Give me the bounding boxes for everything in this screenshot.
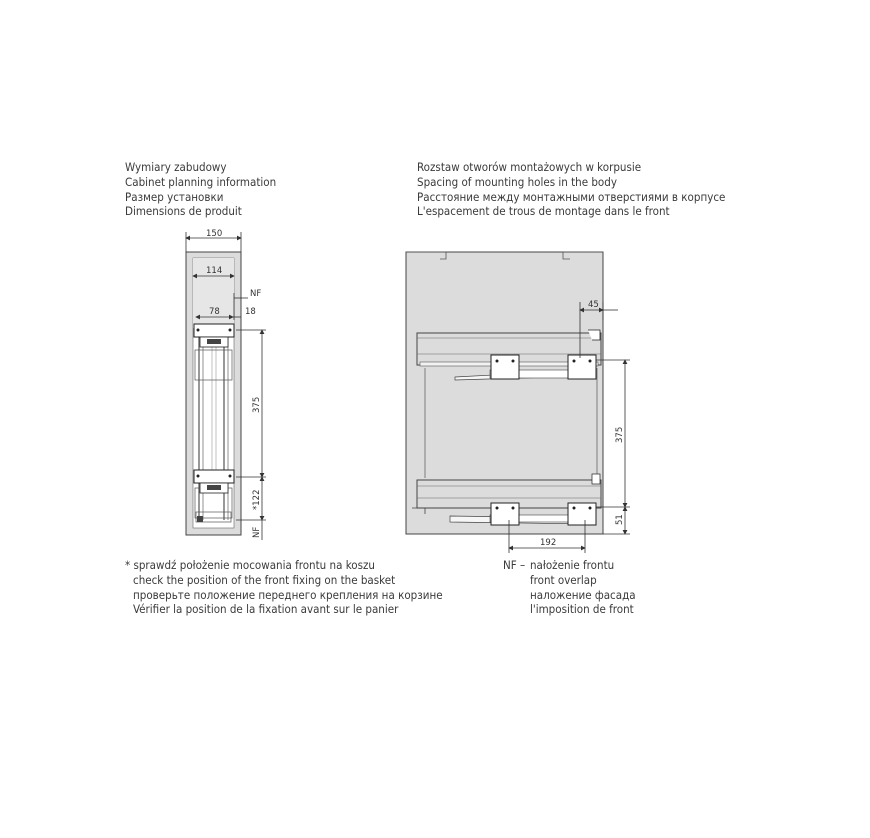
dim-18: 18 bbox=[245, 307, 256, 317]
side-view-drawing bbox=[406, 252, 630, 553]
upper-front-bracket bbox=[491, 355, 519, 379]
header-left-line: Dimensions de produit bbox=[125, 204, 242, 219]
dim-78: 78 bbox=[209, 307, 220, 317]
dim-45: 45 bbox=[588, 300, 599, 310]
dim-122: *122 bbox=[252, 489, 262, 510]
header-left-line: Cabinet planning information bbox=[125, 174, 277, 189]
dim-nf-top: NF bbox=[250, 289, 262, 299]
front-view-drawing bbox=[186, 229, 266, 540]
footnote-right-prefix: NF – bbox=[503, 558, 526, 572]
dim-51: 51 bbox=[615, 514, 625, 525]
dim-150: 150 bbox=[206, 229, 223, 239]
cabinet-side-outline bbox=[406, 252, 603, 534]
footnote-left-line: проверьте положение переднего крепления на корзине bbox=[133, 587, 443, 602]
footnote-left-line: * sprawdź położenie mocowania frontu na koszu bbox=[125, 558, 375, 572]
footnote-right-line: наложение фасада bbox=[530, 587, 636, 602]
header-right-line: L'espacement de trous de montage dans le front bbox=[417, 204, 670, 219]
header-right-line: Spacing of mounting holes in the body bbox=[417, 174, 617, 189]
header-left-line: Wymiary zabudowy bbox=[125, 160, 227, 174]
footnote-left-line: Vérifier la position de la fixation avant sur le panier bbox=[133, 602, 399, 617]
dim-nf-bottom: NF bbox=[252, 526, 262, 538]
dim-375-left: 375 bbox=[252, 396, 262, 413]
footnote-right-line: front overlap bbox=[530, 572, 597, 587]
lower-rear-bracket bbox=[568, 503, 596, 525]
dim-192: 192 bbox=[540, 538, 557, 548]
top-bracket bbox=[194, 324, 234, 337]
footnote-left-line: check the position of the front fixing on the basket bbox=[133, 572, 396, 587]
footnote-right-line: nałożenie frontu bbox=[530, 558, 615, 572]
bottom-bracket bbox=[194, 470, 234, 483]
lower-front-bracket bbox=[491, 503, 519, 525]
header-left-line: Размер установки bbox=[125, 189, 224, 204]
dim-375-right: 375 bbox=[615, 426, 625, 443]
upper-rear-bracket bbox=[568, 355, 596, 379]
footnote-right-line: l'imposition de front bbox=[530, 602, 634, 617]
dim-114: 114 bbox=[206, 266, 223, 276]
header-right-line: Rozstaw otworów montażowych w korpusie bbox=[417, 160, 642, 174]
header-right-line: Расстояние между монтажными отверстиями в корпусе bbox=[417, 189, 726, 204]
